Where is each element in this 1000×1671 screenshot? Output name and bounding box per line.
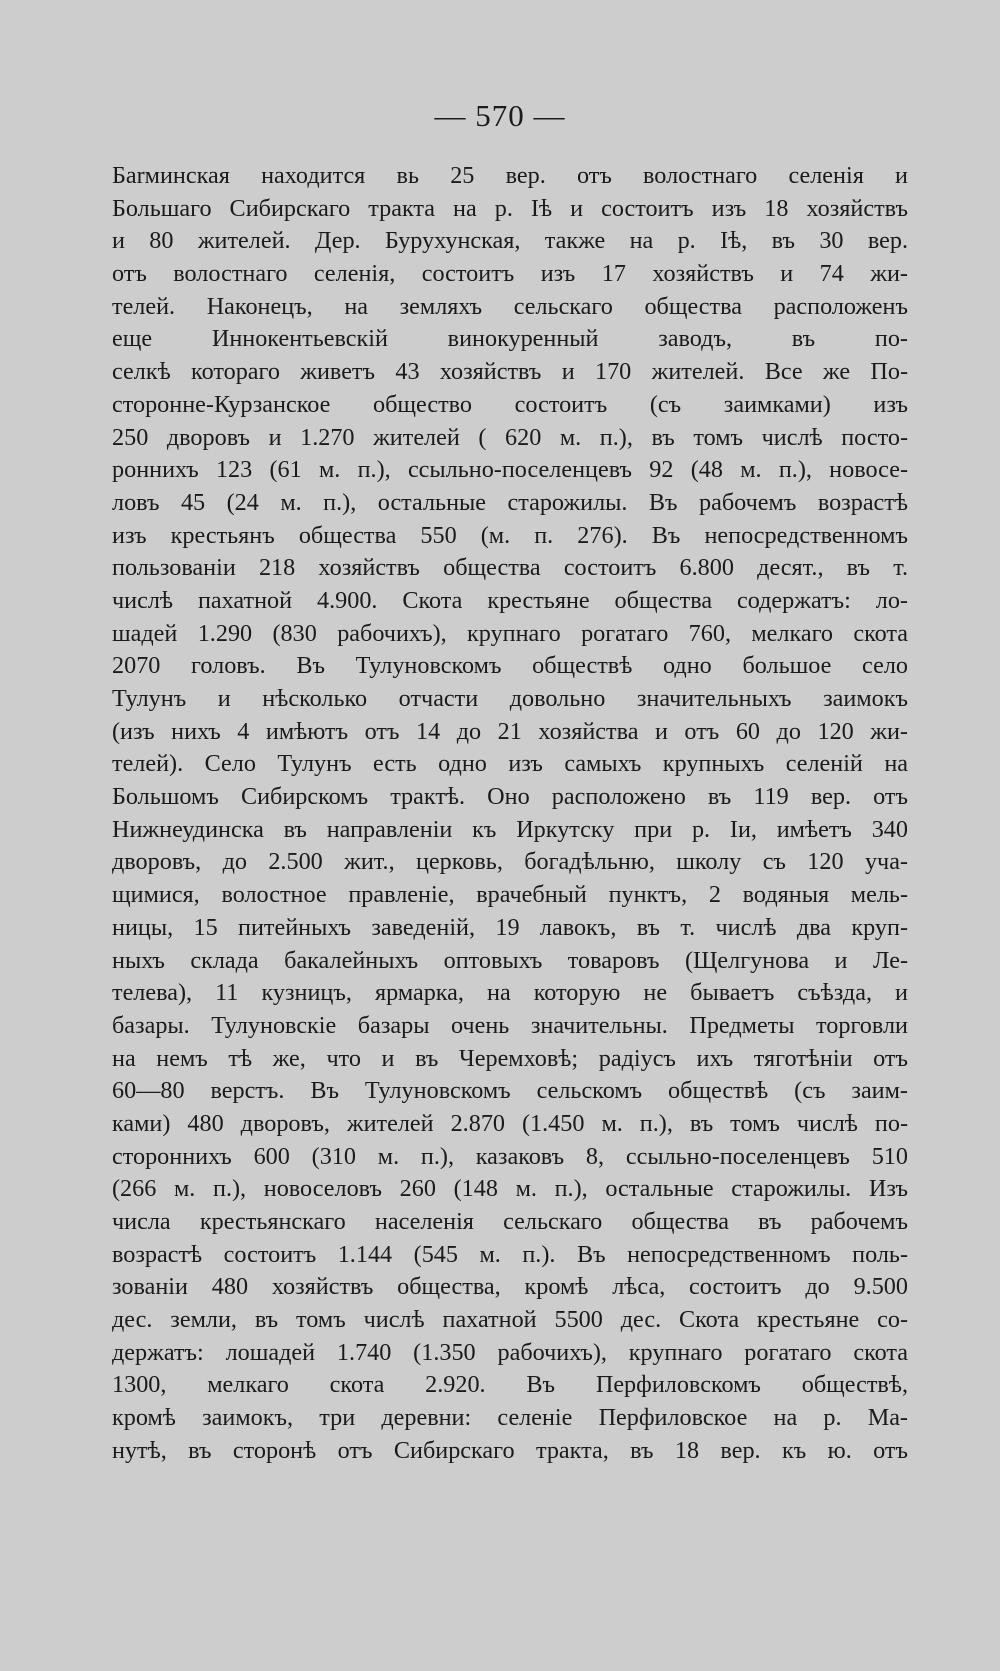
text-line: селкѣ котораго живетъ 43 хозяйствъ и 170 жителей. Все же По- bbox=[112, 358, 908, 386]
text-line: ныхъ склада бакалейныхъ оптовыхъ товаровъ (Щелгунова и Ле- bbox=[112, 946, 908, 974]
text-line: числѣ пахатной 4.900. Скота крестьяне общества содержатъ: ло- bbox=[112, 586, 908, 614]
text-line: стороннихъ 600 (310 м. п.), казаковъ 8, ссыльно-поселенцевъ 510 bbox=[112, 1142, 908, 1170]
text-line: (266 м. п.), новоселовъ 260 (148 м. п.), остальные старожилы. Изъ bbox=[112, 1175, 908, 1203]
text-line: дворовъ, до 2.500 жит., церковь, богадѣльню, школу съ 120 уча- bbox=[112, 848, 908, 876]
text-line: изъ крестьянъ общества 550 (м. п. 276). Въ непосредственномъ bbox=[112, 521, 908, 549]
text-line: роннихъ 123 (61 м. п.), ссыльно-поселенцевъ 92 (48 м. п.), новосе- bbox=[112, 456, 908, 484]
text-line: кромѣ заимокъ, три деревни: селеніе Перфиловское на р. Ма- bbox=[112, 1404, 908, 1432]
text-line: 2070 головъ. Въ Тулуновскомъ обществѣ одно большое село bbox=[112, 652, 908, 680]
text-line: еще Иннокентьевскій винокуренный заводъ, въ по- bbox=[112, 325, 908, 353]
body-text bbox=[112, 160, 908, 1468]
text-line: телей. Наконецъ, на земляхъ сельскаго общества расположенъ bbox=[112, 292, 908, 320]
text-line: шадей 1.290 (830 рабочихъ), крупнаго рогатаго 760, мелкаго скота bbox=[112, 619, 908, 647]
text-line: 60—80 верстъ. Въ Тулуновскомъ сельскомъ обществѣ (съ заим- bbox=[112, 1077, 908, 1105]
text-line: 250 дворовъ и 1.270 жителей ( 620 м. п.), въ томъ числѣ посто- bbox=[112, 423, 908, 451]
page-number: — 570 — bbox=[434, 98, 566, 133]
text-line: ницы, 15 питейныхъ заведеній, 19 лавокъ, въ т. числѣ два круп- bbox=[112, 913, 908, 941]
text-line: сторонне-Курзанское общество состоитъ (съ заимками) изъ bbox=[112, 390, 908, 418]
text-line: ловъ 45 (24 м. п.), остальные старожилы. Въ рабочемъ возрастѣ bbox=[112, 488, 908, 516]
text-line: Тулунъ и нѣсколько отчасти довольно значительныхъ заимокъ bbox=[112, 685, 908, 712]
text-line: Большаго Сибирскаго тракта на р. Іѣ и состоитъ изъ 18 хозяйствъ bbox=[112, 194, 908, 222]
text-line: телей). Село Тулунъ есть одно изъ самыхъ крупныхъ селеній на bbox=[112, 750, 908, 778]
text-line: Нижнеудинска въ направленіи къ Иркутску при р. Іи, имѣетъ 340 bbox=[112, 815, 908, 843]
text-line: 1300, мелкаго скота 2.920. Въ Перфиловскомъ обществѣ, bbox=[112, 1371, 908, 1399]
text-line: (изъ нихъ 4 имѣютъ отъ 14 до 21 хозяйства и отъ 60 до 120 жи- bbox=[112, 717, 908, 745]
text-line: пользованіи 218 хозяйствъ общества состоитъ 6.800 десят., въ т. bbox=[112, 554, 908, 582]
text-line: базары. Тулуновскіе базары очень значительны. Предметы торговли bbox=[112, 1011, 908, 1039]
text-line: дес. земли, въ томъ числѣ пахатной 5500 дес. Скота крестьяне со- bbox=[112, 1306, 908, 1334]
text-line: Бarминская находится вь 25 вер. отъ волостнаго селенія и bbox=[112, 162, 908, 189]
text-line: числа крестьянскаго населенія сельскаго общества въ рабочемъ bbox=[112, 1208, 908, 1235]
text-line: держатъ: лошадей 1.740 (1.350 рабочихъ), крупнаго рогатаго скота bbox=[112, 1338, 908, 1366]
text-line: на немъ тѣ же, что и въ Черемховѣ; радіусъ ихъ тяготѣніи отъ bbox=[112, 1044, 908, 1072]
text-line: телева), 11 кузницъ, ярмарка, на которую не бываетъ съѣзда, и bbox=[112, 979, 908, 1007]
text-line: ками) 480 дворовъ, жителей 2.870 (1.450 м. п.), въ томъ числѣ по- bbox=[112, 1109, 908, 1137]
text-line: нутѣ, въ сторонѣ отъ Сибирскаго тракта, въ 18 вер. къ ю. отъ bbox=[112, 1436, 908, 1464]
text-line: щимися, волостное правленіе, врачебный пунктъ, 2 водяныя мель- bbox=[112, 881, 908, 909]
text-line: отъ волостнаго селенія, состоитъ изъ 17 хозяйствъ и 74 жи- bbox=[112, 260, 908, 288]
text-line: возрастѣ состоитъ 1.144 (545 м. п.). Въ непосредственномъ поль- bbox=[112, 1240, 908, 1268]
text-line: и 80 жителей. Дер. Бурухунская, также на р. Іѣ, въ 30 вер. bbox=[112, 227, 908, 255]
text-line: Большомъ Сибирскомъ трактѣ. Оно расположено въ 119 вер. отъ bbox=[112, 783, 908, 811]
text-line: зованіи 480 хозяйствъ общества, кромѣ лѣса, состоитъ до 9.500 bbox=[112, 1273, 908, 1301]
